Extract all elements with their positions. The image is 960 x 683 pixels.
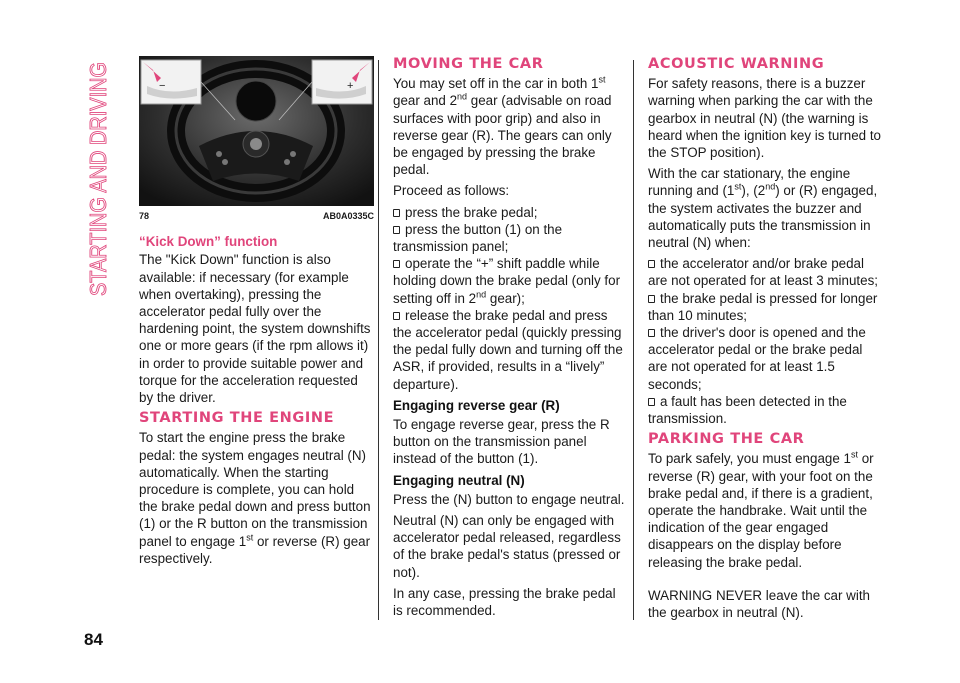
list-item: operate the “+” shift paddle while holding down the brake pedal (only for setting off in 2nd gear); xyxy=(393,256,621,306)
column-1 xyxy=(139,56,374,571)
moving-car-heading: MOVING THE CAR xyxy=(393,56,544,72)
list-item: release the brake pedal and press the accelerator pedal (quickly pressing the pedal fully down and turning off the ASR, if provided, results in a “lively” departure). xyxy=(393,307,623,392)
figure-caption xyxy=(139,208,374,225)
column-divider-1 xyxy=(378,60,379,620)
starting-engine-heading: STARTING THE ENGINE xyxy=(139,410,335,427)
list-item: a fault has been detected in the transmission. xyxy=(648,393,847,427)
list-item: the brake pedal is pressed for longer than 10 minutes; xyxy=(648,290,878,323)
kickdown-text: The "Kick Down" function is also available: if necessary (for example when overtaking), pressing the accelerator pedal fully over the hardening point, the system downshifts one or more gears (if the rpm allows it) in order to provide suitable power and torque for the acceleration requested by the driver. xyxy=(139,252,371,406)
neutral-heading: Engaging neutral (N) xyxy=(393,472,525,488)
parking-car-heading: PARKING THE CAR xyxy=(648,431,805,448)
reverse-gear-heading: Engaging reverse gear (R) xyxy=(393,397,560,413)
figure-code: AB0A0335C xyxy=(322,211,374,221)
starting-engine-text: To start the engine press the brake pedal: the system engages neutral (N) automatically. When the starting procedure is complete, you can hold the brake pedal down and press button (1) or the R button on the transmission panel to engage 1st or reverse (R) gear respectively. xyxy=(139,430,371,566)
column-divider-2 xyxy=(633,60,634,620)
list-item: the driver's door is opened and the accelerator pedal or the brake pedal are not operated for at least 1.5 seconds; xyxy=(648,325,866,392)
proceed-text: Proceed as follows: xyxy=(393,183,510,199)
figure-number: 78 xyxy=(139,211,150,221)
acoustic-warning-heading: ACOUSTIC WARNING xyxy=(648,56,825,72)
column-3 xyxy=(648,56,883,625)
checkbox-bullet-icon xyxy=(648,260,655,268)
plus-paddle-label: + xyxy=(347,80,354,92)
checkbox-bullet-icon xyxy=(393,209,400,217)
checkbox-bullet-icon xyxy=(393,226,400,234)
parking-text: To park safely, you must engage 1st or reverse (R) gear, with your foot on the brake pedal and, if there is a gradient, operate the handbrake. Wait until the indication of the gear engaged disappears on the display before releasing the brake pedal. xyxy=(648,450,874,570)
acoustic-text-1: For safety reasons, there is a buzzer warning when parking the car with the gearbox in neutral (N) (the warning is heard when the ignition key is turned to the STOP position). xyxy=(648,76,881,161)
section-side-title xyxy=(84,25,114,300)
moving-car-text: You may set off in the car in both 1st gear and 2nd gear (advisable on road surfaces with poor grip) and also in reverse gear (R). The gears can only be engaged by pressing the brake pedal. xyxy=(393,74,612,178)
kickdown-heading: “Kick Down” function xyxy=(139,234,278,250)
list-item: press the brake pedal; xyxy=(393,204,628,221)
list-item: the accelerator and/or brake pedal are not operated for at least 3 minutes; xyxy=(648,256,879,289)
neutral-text-3: In any case, pressing the brake pedal is recommended. xyxy=(393,585,616,619)
checkbox-bullet-icon xyxy=(393,260,400,268)
acoustic-text-2: With the car stationary, the engine running and (1st), (2nd) or (R) engaged, the system activates the buzzer and automatically puts the transmission in neutral (N) when: xyxy=(648,166,878,251)
checkbox-bullet-icon xyxy=(648,398,655,406)
steering-wheel-figure xyxy=(139,56,374,206)
neutral-text-1: Press the (N) button to engage neutral. xyxy=(393,491,625,507)
checkbox-bullet-icon xyxy=(393,312,400,320)
list-item: press the button (1) on the transmission panel; xyxy=(393,221,563,255)
page-number: 84 xyxy=(84,630,103,649)
neutral-text-2: Neutral (N) can only be engaged with accelerator pedal released, regardless of the brake pedal's status (pressed or not). xyxy=(393,513,621,580)
checkbox-bullet-icon xyxy=(648,329,655,337)
warning-text: WARNING NEVER leave the car with the gearbox in neutral (N). xyxy=(648,587,870,621)
reverse-gear-text: To engage reverse gear, press the R button on the transmission panel instead of the button (1). xyxy=(393,417,610,467)
column-2 xyxy=(393,56,628,623)
checkbox-bullet-icon xyxy=(648,295,655,303)
minus-paddle-label: − xyxy=(159,80,166,92)
section-side-title-text: STARTING AND DRIVING xyxy=(85,25,111,296)
